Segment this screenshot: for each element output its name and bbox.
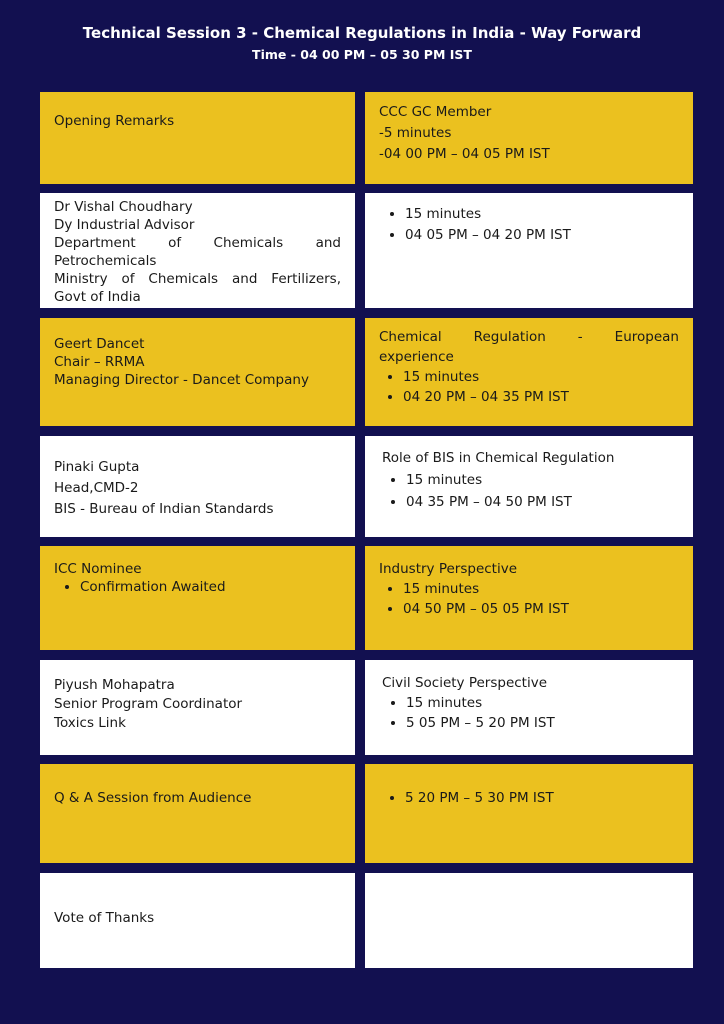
cell-text: Role of BIS in Chemical Regulation [382,450,615,466]
cell-text: CCC GC Member [379,104,492,120]
cell-text: Chemical Regulation - European [379,329,679,345]
cell-text: Managing Director - Dancet Company [54,372,309,388]
cell-text: Civil Society Perspective [382,675,548,691]
cell-text: -5 minutes [379,125,452,141]
bullet-item: • 04 05 PM – 04 20 PM IST [405,225,679,246]
bullet-item: • 15 minutes [403,579,679,599]
bullet-list [382,693,679,733]
cell-text: Head,CMD-2 [54,480,139,496]
bullet-item: • 15 minutes [406,693,679,713]
bullet-item: • 15 minutes [405,204,679,225]
session-title: Technical Session 3 - Chemical Regulations in India - Way Forward [82,24,642,42]
bullet-list [54,578,341,596]
agenda-cell-speaker-mohapatra [40,660,355,755]
bullet-item: • 04 20 PM – 04 35 PM IST [403,387,679,407]
cell-text: -04 00 PM – 04 05 PM IST [379,146,550,162]
bullet-item: • 15 minutes [406,469,679,491]
cell-text: Dr Vishal Choudhary [54,199,193,215]
agenda-cell-qa [40,764,355,863]
cell-text: Senior Program Coordinator [54,696,243,712]
agenda-cell-opening-detail [365,92,693,184]
bullet-item: • 04 35 PM – 04 50 PM IST [406,491,679,513]
cell-text: BIS - Bureau of Indian Standards [54,501,274,517]
cell-text: Ministry of Chemicals and Fertilizers, [54,271,341,287]
cell-text: Petrochemicals [54,253,157,269]
agenda-cell-qa-detail [365,764,693,863]
cell-text: Dy Industrial Advisor [54,217,195,233]
cell-text: Piyush Mohapatra [54,677,175,693]
agenda-cell-mohapatra-detail [365,660,693,755]
cell-text: Govt of India [54,289,141,305]
agenda-cell-opening [40,92,355,184]
bullet-item: • 15 minutes [403,367,679,387]
agenda-cell-gupta-detail [365,436,693,537]
bullet-list [382,469,679,513]
cell-text: Toxics Link [54,715,126,731]
bullet-item: • 5 20 PM – 5 30 PM IST [405,789,679,807]
agenda-cell-speaker-choudhary [40,193,355,308]
cell-text: experience [379,349,454,365]
agenda-cell-speaker-dancet [40,318,355,426]
cell-text: ICC Nominee [54,561,142,577]
bullet-list [379,789,679,807]
bullet-list [379,367,679,407]
bullet-list [379,579,679,619]
agenda-cell-dancet-detail [365,318,693,426]
agenda-cell-choudhary-detail [365,193,693,308]
cell-text: Geert Dancet [54,336,145,352]
agenda-cell-icc [40,546,355,650]
agenda-cell-vote-of-thanks [40,873,355,968]
cell-text: Department of Chemicals and [54,235,341,251]
agenda-cell-speaker-gupta [40,436,355,537]
bullet-item: • 5 05 PM – 5 20 PM IST [406,713,679,733]
session-time: Time - 04 00 PM – 05 30 PM IST [252,47,472,62]
cell-text: Q & A Session from Audience [54,790,252,806]
cell-text: Industry Perspective [379,561,518,577]
bullet-item: • 04 50 PM – 05 05 PM IST [403,599,679,619]
cell-text: Pinaki Gupta [54,459,140,475]
bullet-item: • Confirmation Awaited [80,578,341,596]
agenda-cell-empty [365,873,693,968]
bullet-list [379,204,679,246]
agenda-cell-icc-detail [365,546,693,650]
cell-text: Opening Remarks [54,113,175,129]
cell-text: Vote of Thanks [54,910,155,926]
cell-text: Chair – RRMA [54,354,145,370]
